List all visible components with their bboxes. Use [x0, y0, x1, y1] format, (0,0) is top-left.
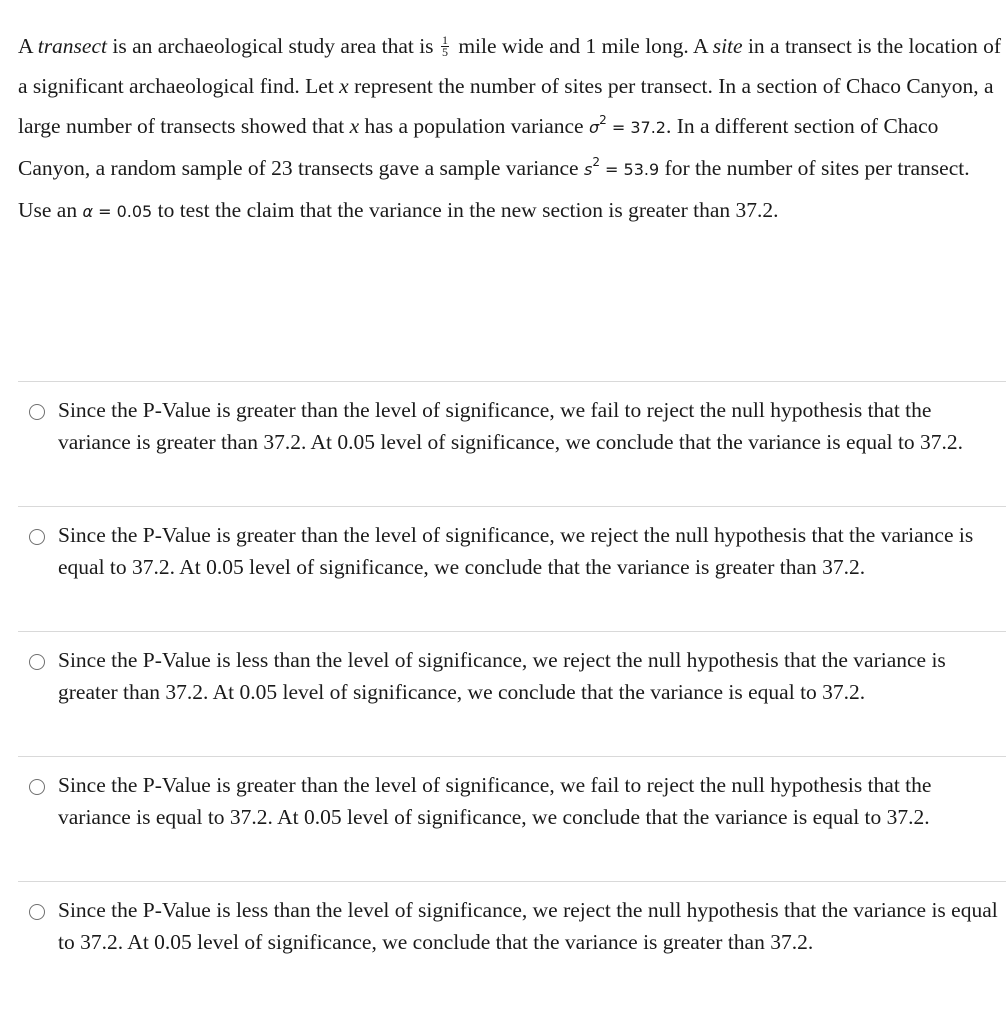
answer-option-c[interactable] — [18, 631, 1006, 756]
population-variance-math — [588, 113, 666, 137]
s-exponent: 2 — [592, 155, 600, 169]
option-text-b[interactable]: Since the P-Value is greater than the level of significance, we reject the null hypothesis that the variance is equal to 37.2. At 0.05 level of significance, we conclude that the variance is greater than 37.2. — [58, 523, 974, 579]
sigma-exponent: 2 — [599, 113, 607, 127]
alpha-math — [82, 202, 152, 221]
question-segment: A — [18, 34, 38, 58]
answer-options — [18, 381, 1006, 1006]
question-segment: to test the claim that the variance in the new section is greater than 37.2. — [152, 198, 779, 222]
question-text — [18, 26, 1003, 232]
radio-button-a[interactable] — [29, 404, 45, 420]
radio-button-e[interactable] — [29, 904, 45, 920]
radio-button-d[interactable] — [29, 779, 45, 795]
option-text-c[interactable]: Since the P-Value is less than the level of significance, we reject the null hypothesis that the variance is greater than 37.2. At 0.05 level of significance, we conclude that the variance is equal to 37.2. — [58, 648, 946, 704]
answer-option-a[interactable] — [18, 381, 1006, 506]
question-segment: mile wide and 1 mile long. A — [452, 34, 713, 58]
fraction-numerator: 1 — [441, 32, 448, 47]
sigma-value: = 37.2 — [606, 118, 666, 137]
sample-variance-math — [583, 155, 660, 179]
option-text-a[interactable]: Since the P-Value is greater than the level of significance, we fail to reject the null hypothesis that the variance is greater than 37.2. At 0.05 level of significance, we conclude that the variance is equal to 37.2. — [58, 398, 964, 454]
variable-x: x — [349, 114, 360, 138]
answer-option-b[interactable] — [18, 506, 1006, 631]
variable-x: x — [339, 74, 349, 98]
question-segment: for the number of sites per transect. Use an — [18, 156, 970, 222]
question-segment: represent the number of sites per transect. In a section of Chaco Canyon, a large number of transects showed that — [18, 74, 994, 138]
answer-option-e[interactable] — [18, 881, 1006, 1006]
s-symbol: s — [583, 160, 593, 179]
term-transect: transect — [37, 34, 107, 58]
option-text-d[interactable]: Since the P-Value is greater than the level of significance, we fail to reject the null hypothesis that the variance is equal to 37.2. At 0.05 level of significance, we conclude that the variance is equal to 37.2. — [58, 773, 932, 829]
fraction-denominator: 5 — [441, 44, 448, 59]
radio-button-b[interactable] — [29, 529, 45, 545]
s-value: = 53.9 — [599, 160, 660, 179]
radio-button-c[interactable] — [29, 654, 45, 670]
answer-option-d[interactable] — [18, 756, 1006, 881]
question-segment: . In a different section of Chaco Canyon, a random sample of 23 transects gave a sample variance — [18, 114, 939, 180]
question-segment: in a transect is the location of a significant archaeological find. Let — [18, 34, 1002, 98]
alpha-symbol: α — [82, 202, 94, 221]
fraction-one-fifth — [441, 32, 449, 59]
term-site: site — [712, 34, 743, 58]
question-segment: is an archaeological study area that is — [107, 34, 439, 58]
option-text-e[interactable]: Since the P-Value is less than the level of significance, we reject the null hypothesis that the variance is equal to 37.2. At 0.05 level of significance, we conclude that the variance is greater than 37.2. — [58, 898, 998, 954]
question-segment: has a population variance — [359, 114, 589, 138]
alpha-value: = 0.05 — [93, 202, 153, 221]
sigma-symbol: σ — [588, 118, 600, 137]
